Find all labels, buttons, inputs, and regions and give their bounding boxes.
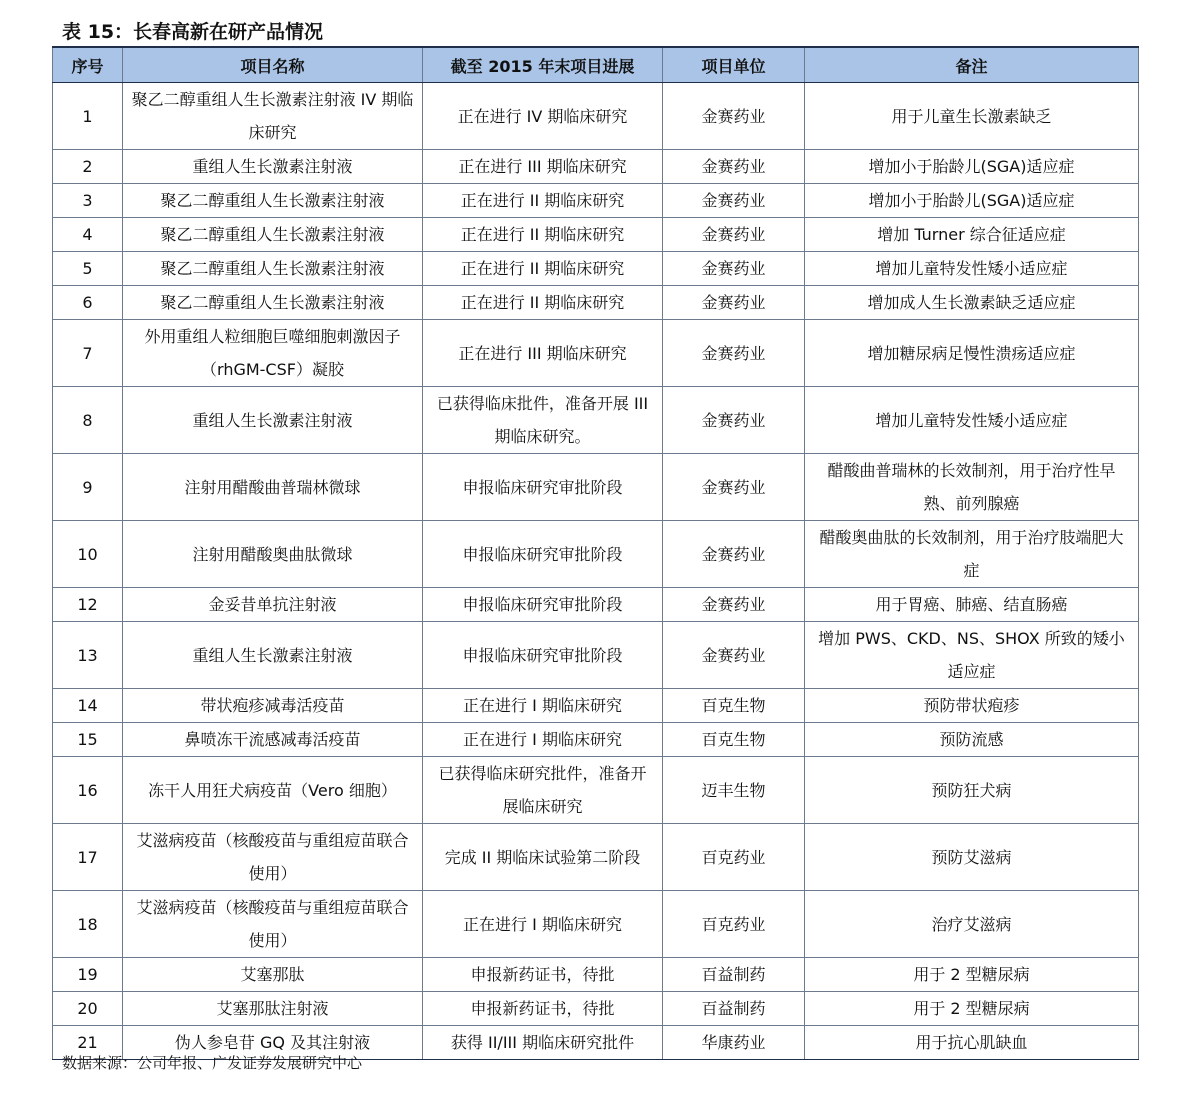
cell-no: 8 — [53, 387, 123, 454]
cell-unit: 金赛药业 — [663, 622, 805, 689]
table-row — [53, 286, 1139, 320]
cell-no: 3 — [53, 184, 123, 218]
header-unit: 项目单位 — [663, 47, 805, 83]
cell-note: 增加儿童特发性矮小适应症 — [805, 387, 1139, 454]
cell-no: 17 — [53, 824, 123, 891]
cell-name: 带状疱疹减毒活疫苗 — [123, 689, 423, 723]
cell-unit: 金赛药业 — [663, 588, 805, 622]
cell-progress: 已获得临床研究批件，准备开展临床研究 — [423, 757, 663, 824]
table-title: 表 15：长春高新在研产品情况 — [62, 21, 324, 43]
cell-note: 增加儿童特发性矮小适应症 — [805, 252, 1139, 286]
cell-progress: 获得 II/III 期临床研究批件 — [423, 1026, 663, 1060]
cell-note: 预防狂犬病 — [805, 757, 1139, 824]
cell-progress: 正在进行 II 期临床研究 — [423, 286, 663, 320]
cell-unit: 百克药业 — [663, 891, 805, 958]
cell-progress: 正在进行 II 期临床研究 — [423, 184, 663, 218]
table-row — [53, 83, 1139, 150]
cell-no: 7 — [53, 320, 123, 387]
cell-note: 增加小于胎龄儿(SGA)适应症 — [805, 184, 1139, 218]
cell-unit: 百克生物 — [663, 723, 805, 757]
table-row — [53, 184, 1139, 218]
table-row — [53, 521, 1139, 588]
cell-note: 增加小于胎龄儿(SGA)适应症 — [805, 150, 1139, 184]
cell-no: 19 — [53, 958, 123, 992]
cell-no: 13 — [53, 622, 123, 689]
table-row — [53, 891, 1139, 958]
cell-unit: 金赛药业 — [663, 286, 805, 320]
cell-no: 10 — [53, 521, 123, 588]
cell-name: 聚乙二醇重组人生长激素注射液 — [123, 286, 423, 320]
table-row — [53, 588, 1139, 622]
cell-progress: 正在进行 I 期临床研究 — [423, 689, 663, 723]
cell-unit: 百克药业 — [663, 824, 805, 891]
table-row — [53, 252, 1139, 286]
cell-note: 治疗艾滋病 — [805, 891, 1139, 958]
table-row — [53, 387, 1139, 454]
cell-progress: 申报临床研究审批阶段 — [423, 622, 663, 689]
cell-no: 21 — [53, 1026, 123, 1060]
table-row — [53, 454, 1139, 521]
cell-progress: 正在进行 II 期临床研究 — [423, 252, 663, 286]
header-row — [53, 47, 1139, 83]
cell-name: 重组人生长激素注射液 — [123, 387, 423, 454]
cell-note: 醋酸曲普瑞林的长效制剂，用于治疗性早熟、前列腺癌 — [805, 454, 1139, 521]
cell-name: 外用重组人粒细胞巨噬细胞刺激因子（rhGM-CSF）凝胶 — [123, 320, 423, 387]
cell-no: 4 — [53, 218, 123, 252]
cell-progress: 正在进行 I 期临床研究 — [423, 723, 663, 757]
cell-note: 用于抗心肌缺血 — [805, 1026, 1139, 1060]
cell-name: 聚乙二醇重组人生长激素注射液 — [123, 218, 423, 252]
cell-name: 伪人参皂苷 GQ 及其注射液 — [123, 1026, 423, 1060]
cell-no: 18 — [53, 891, 123, 958]
cell-unit: 金赛药业 — [663, 150, 805, 184]
cell-note: 用于 2 型糖尿病 — [805, 992, 1139, 1026]
cell-no: 9 — [53, 454, 123, 521]
cell-progress: 正在进行 I 期临床研究 — [423, 891, 663, 958]
cell-name: 注射用醋酸曲普瑞林微球 — [123, 454, 423, 521]
cell-unit: 金赛药业 — [663, 387, 805, 454]
header-note: 备注 — [805, 47, 1139, 83]
cell-note: 增加成人生长激素缺乏适应症 — [805, 286, 1139, 320]
cell-note: 醋酸奥曲肽的长效制剂，用于治疗肢端肥大症 — [805, 521, 1139, 588]
cell-note: 用于胃癌、肺癌、结直肠癌 — [805, 588, 1139, 622]
cell-unit: 金赛药业 — [663, 454, 805, 521]
cell-unit: 金赛药业 — [663, 218, 805, 252]
cell-note: 增加糖尿病足慢性溃疡适应症 — [805, 320, 1139, 387]
cell-progress: 正在进行 IV 期临床研究 — [423, 83, 663, 150]
cell-progress: 正在进行 III 期临床研究 — [423, 150, 663, 184]
data-source: 数据来源：公司年报、广发证券发展研究中心 — [62, 1054, 363, 1072]
cell-unit: 金赛药业 — [663, 252, 805, 286]
cell-no: 20 — [53, 992, 123, 1026]
cell-progress: 正在进行 II 期临床研究 — [423, 218, 663, 252]
cell-no: 5 — [53, 252, 123, 286]
cell-no: 6 — [53, 286, 123, 320]
cell-unit: 百克生物 — [663, 689, 805, 723]
cell-name: 艾塞那肽 — [123, 958, 423, 992]
cell-unit: 金赛药业 — [663, 184, 805, 218]
cell-unit: 金赛药业 — [663, 83, 805, 150]
table-row — [53, 689, 1139, 723]
cell-no: 14 — [53, 689, 123, 723]
cell-no: 1 — [53, 83, 123, 150]
cell-progress: 已获得临床批件，准备开展 III 期临床研究。 — [423, 387, 663, 454]
cell-no: 2 — [53, 150, 123, 184]
table-row — [53, 150, 1139, 184]
table-row — [53, 622, 1139, 689]
cell-unit: 华康药业 — [663, 1026, 805, 1060]
cell-note: 预防流感 — [805, 723, 1139, 757]
table-row — [53, 824, 1139, 891]
cell-name: 重组人生长激素注射液 — [123, 150, 423, 184]
cell-name: 聚乙二醇重组人生长激素注射液 — [123, 184, 423, 218]
product-pipeline-table — [52, 46, 1139, 1060]
cell-unit: 迈丰生物 — [663, 757, 805, 824]
cell-progress: 完成 II 期临床试验第二阶段 — [423, 824, 663, 891]
cell-progress: 申报临床研究审批阶段 — [423, 454, 663, 521]
header-no: 序号 — [53, 47, 123, 83]
table-row — [53, 218, 1139, 252]
table-row — [53, 992, 1139, 1026]
cell-note: 用于 2 型糖尿病 — [805, 958, 1139, 992]
cell-name: 重组人生长激素注射液 — [123, 622, 423, 689]
cell-progress: 申报临床研究审批阶段 — [423, 588, 663, 622]
cell-progress: 申报新药证书，待批 — [423, 958, 663, 992]
cell-name: 艾塞那肽注射液 — [123, 992, 423, 1026]
cell-note: 用于儿童生长激素缺乏 — [805, 83, 1139, 150]
cell-progress: 申报临床研究审批阶段 — [423, 521, 663, 588]
cell-progress: 申报新药证书，待批 — [423, 992, 663, 1026]
cell-no: 12 — [53, 588, 123, 622]
cell-unit: 金赛药业 — [663, 320, 805, 387]
cell-name: 冻干人用狂犬病疫苗（Vero 细胞） — [123, 757, 423, 824]
header-progress: 截至 2015 年末项目进展 — [423, 47, 663, 83]
cell-note: 预防艾滋病 — [805, 824, 1139, 891]
cell-unit: 百益制药 — [663, 958, 805, 992]
table-row — [53, 958, 1139, 992]
table-row — [53, 757, 1139, 824]
cell-name: 聚乙二醇重组人生长激素注射液 IV 期临床研究 — [123, 83, 423, 150]
table-row — [53, 723, 1139, 757]
cell-name: 金妥昔单抗注射液 — [123, 588, 423, 622]
cell-name: 艾滋病疫苗（核酸疫苗与重组痘苗联合使用） — [123, 891, 423, 958]
table-row — [53, 320, 1139, 387]
cell-no: 16 — [53, 757, 123, 824]
header-name: 项目名称 — [123, 47, 423, 83]
cell-unit: 百益制药 — [663, 992, 805, 1026]
cell-note: 增加 Turner 综合征适应症 — [805, 218, 1139, 252]
cell-name: 艾滋病疫苗（核酸疫苗与重组痘苗联合使用） — [123, 824, 423, 891]
cell-note: 预防带状疱疹 — [805, 689, 1139, 723]
cell-progress: 正在进行 III 期临床研究 — [423, 320, 663, 387]
cell-note: 增加 PWS、CKD、NS、SHOX 所致的矮小适应症 — [805, 622, 1139, 689]
cell-unit: 金赛药业 — [663, 521, 805, 588]
cell-no: 15 — [53, 723, 123, 757]
cell-name: 聚乙二醇重组人生长激素注射液 — [123, 252, 423, 286]
cell-name: 注射用醋酸奥曲肽微球 — [123, 521, 423, 588]
cell-name: 鼻喷冻干流感减毒活疫苗 — [123, 723, 423, 757]
